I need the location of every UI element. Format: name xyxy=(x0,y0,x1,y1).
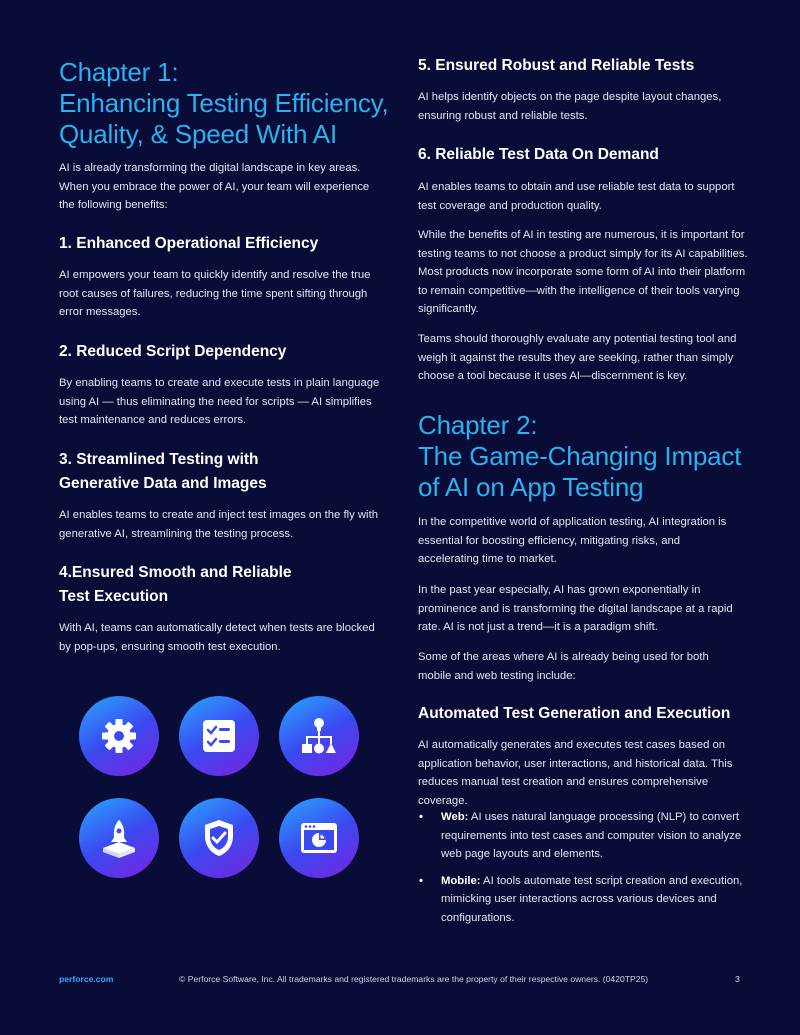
section-2-title: 2. Reduced Script Dependency xyxy=(59,343,287,360)
chapter-2-line-2: The Game-Changing Impact xyxy=(418,441,742,471)
bullet-text-web: AI uses natural language processing (NLP) to convert requirements into test cases and computer vision to analyze web page layouts and elements. xyxy=(441,811,742,861)
chapter-1-line-3: Quality, & Speed With AI xyxy=(59,119,337,149)
list-item-mobile xyxy=(418,872,748,928)
section-1-body: AI empowers your team to quickly identify and resolve the true root causes of failures, reducing the time spent sifting through error messages. xyxy=(59,269,371,319)
section-3-body: AI enables teams to create and inject test images on the fly with generative AI, streamlining the testing process. xyxy=(59,509,378,540)
section-4-title xyxy=(59,561,292,609)
gear-icon xyxy=(79,696,159,776)
chapter-1-intro: AI is already transforming the digital landscape in key areas. When you embrace the power of AI, your team will experience the following benefits: xyxy=(59,162,370,212)
flowchart-icon xyxy=(279,696,359,776)
section-3-title xyxy=(59,448,267,496)
list-item-web xyxy=(418,808,748,864)
bullet-marker: • xyxy=(419,811,423,823)
section-6-title: 6. Reliable Test Data On Demand xyxy=(418,146,659,163)
copyright-notice: © Perforce Software, Inc. All trademarks and registered trademarks are the property of their respective owners. (0420TP25) xyxy=(179,974,649,984)
shield-check-icon xyxy=(179,798,259,878)
competitive-paragraph: In the competitive world of application testing, AI integration is essential for boosting efficiency, mitigating risks, and accelerating time to market. xyxy=(418,516,727,566)
section-1-title: 1. Enhanced Operational Efficiency xyxy=(59,235,319,252)
benefits-caution-paragraph: While the benefits of AI in testing are numerous, it is important for testing teams to not choose a product simply for its AI capabilities. Most products now incorporate some form of AI into their platform to remain competitive—with the intelligence of their tools varying significantly. xyxy=(418,229,748,316)
bullet-marker: • xyxy=(419,874,423,887)
section-6-body: AI enables teams to obtain and use reliable test data to support test coverage and production quality. xyxy=(418,181,735,212)
section-4-title-line-2: Test Execution xyxy=(59,588,169,605)
chapter-2-line-1: Chapter 2: xyxy=(418,410,538,440)
bullet-text-mobile: AI tools automate test script creation and execution, mimicking user interactions across various devices and configurations. xyxy=(441,874,743,924)
perforce-site-link[interactable]: perforce.com xyxy=(59,974,114,984)
evaluate-tool-paragraph: Teams should thoroughly evaluate any potential testing tool and weigh it against the results they are seeking, rather than simply choose a tool because it uses AI—discernment is key. xyxy=(418,333,737,383)
checklist-icon xyxy=(179,696,259,776)
section-3-title-line-2: Generative Data and Images xyxy=(59,475,267,492)
chapter-1-line-2: Enhancing Testing Efficiency, xyxy=(59,88,389,118)
automated-generation-body: AI automatically generates and executes test cases based on application behavior, user interactions, and historical data. This reduces manual test creation and ensures comprehensive coverage. xyxy=(418,739,733,807)
automated-generation-title: Automated Test Generation and Execution xyxy=(418,705,731,722)
areas-paragraph: Some of the areas where AI is already being used for both mobile and web testing include: xyxy=(418,651,709,682)
chapter-1-heading xyxy=(59,57,389,150)
section-5-title: 5. Ensured Robust and Reliable Tests xyxy=(418,57,695,74)
section-4-body: With AI, teams can automatically detect when tests are blocked by pop-ups, ensuring smooth test execution. xyxy=(59,622,375,653)
bullet-label-mobile: Mobile: xyxy=(441,874,481,887)
section-2-body: By enabling teams to create and execute tests in plain language using AI — thus eliminating the need for scripts — AI simplifies test maintenance and reduces errors. xyxy=(59,377,380,427)
chapter-2-heading xyxy=(418,410,758,503)
bullet-label-web: Web: xyxy=(441,811,469,823)
page-number: 3 xyxy=(735,974,740,984)
rocket-launch-icon xyxy=(79,798,159,878)
past-year-paragraph: In the past year especially, AI has grown exponentially in prominence and is transforming the digital landscape at a rapid rate. AI is not just a trend—it is a paradigm shift. xyxy=(418,584,733,634)
chapter-1-line-1: Chapter 1: xyxy=(59,57,179,87)
section-4-title-line-1: 4.Ensured Smooth and Reliable xyxy=(59,564,292,581)
section-5-body: AI helps identify objects on the page despite layout changes, ensuring robust and reliable tests. xyxy=(418,91,722,122)
chapter-2-line-3: of AI on App Testing xyxy=(418,472,644,502)
platform-bullet-list xyxy=(418,808,748,928)
browser-chart-icon xyxy=(279,798,359,878)
benefit-icons-grid xyxy=(79,696,359,896)
section-3-title-line-1: 3. Streamlined Testing with xyxy=(59,451,259,468)
